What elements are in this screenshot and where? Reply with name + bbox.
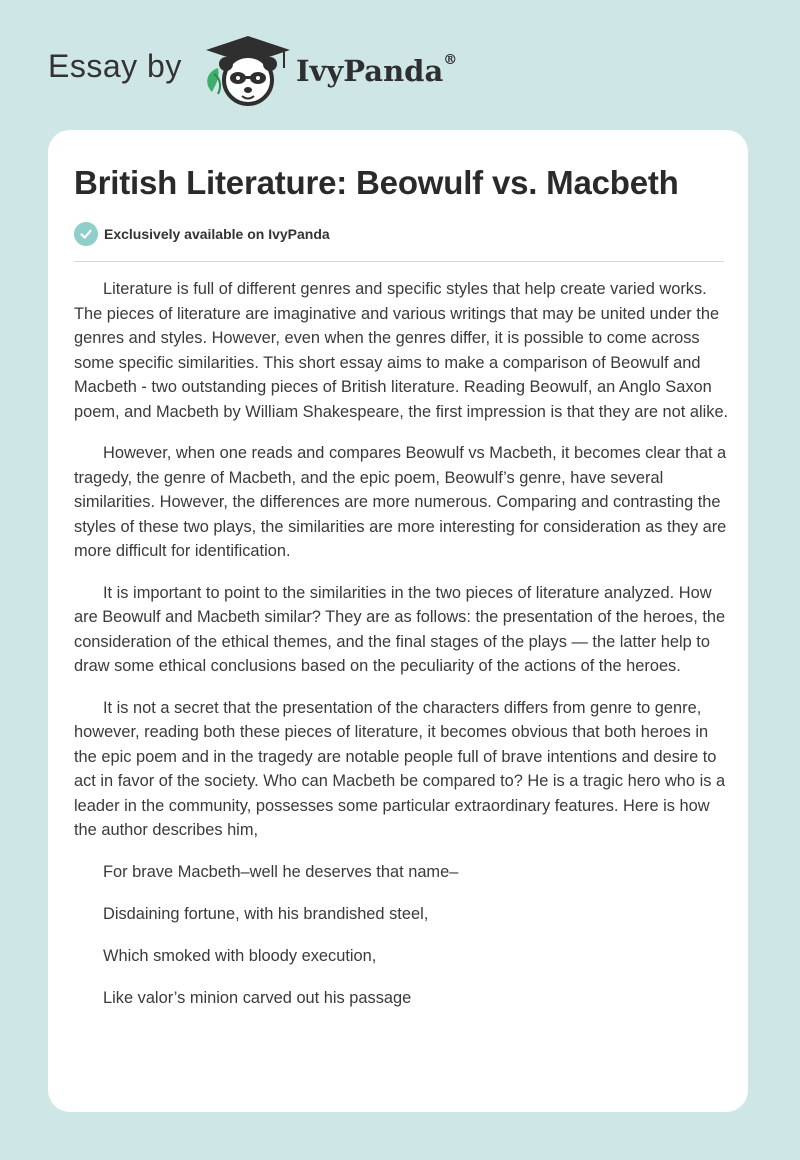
registered-mark: ® (443, 52, 458, 68)
exclusive-badge-text: Exclusively available on IvyPanda (104, 226, 330, 242)
paragraph: However, when one reads and compares Beowulf vs Macbeth, it becomes clear that a tragedy, the genre of Macbeth, and the epic poem, Beowulf’s genre, have several similarities. However, the differences are more numerous. Comparing and contrasting the styles of these two plays, the similarities are more interesting for consideration as they are more difficult for identification. (74, 444, 727, 560)
site-header (0, 0, 800, 130)
brand-logo-text (296, 54, 457, 88)
verse-line: Which smoked with bloody execution, (103, 946, 377, 965)
paragraph: Literature is full of different genres and specific styles that help create varied works. The pieces of literature are imaginative and various writings that may be united under the genres and styles. However, even when the genres differ, it is possible to come across some specific similarities. This short essay aims to make a comparison of Beowulf and Macbeth - two outstanding pieces of British literature. Reading Beowulf, an Anglo Saxon poem, and Macbeth by William Shakespeare, the first impression is that they are not alike. (74, 280, 729, 421)
exclusive-badge (74, 221, 330, 247)
verse-line: Disdaining fortune, with his brandished steel, (103, 904, 429, 923)
check-circle-icon (74, 222, 98, 246)
essay-by-label: Essay by (48, 48, 182, 84)
divider (74, 261, 724, 262)
panda-graduate-icon (200, 34, 292, 110)
essay-body (74, 277, 730, 1028)
page-title: British Literature: Beowulf vs. Macbeth (74, 164, 679, 201)
verse-line: Like valor’s minion carved out his passage (103, 988, 412, 1007)
brand-name: IvyPanda (296, 54, 444, 88)
verse-line: For brave Macbeth–well he deserves that name– (103, 862, 459, 881)
paragraph: It is important to point to the similarities in the two pieces of literature analyzed. How are Beowulf and Macbeth similar? They are as follows: the presentation of the heroes, the consideration of the ethical themes, and the final stages of the plays — the latter help to draw some ethical conclusions based on the peculiarity of the actions of the heroes. (74, 583, 726, 675)
essay-card (48, 130, 748, 1112)
paragraph: It is not a secret that the presentation of the characters differs from genre to genre, however, reading both these pieces of literature, it becomes obvious that both heroes in the epic poem and in the tragedy are notable people full of brave intentions and desire to act in favor of the society. Who can Macbeth be compared to? He is a tragic hero who is a leader in the community, possesses some particular extraordinary features. Here is how the author describes him, (74, 698, 726, 839)
